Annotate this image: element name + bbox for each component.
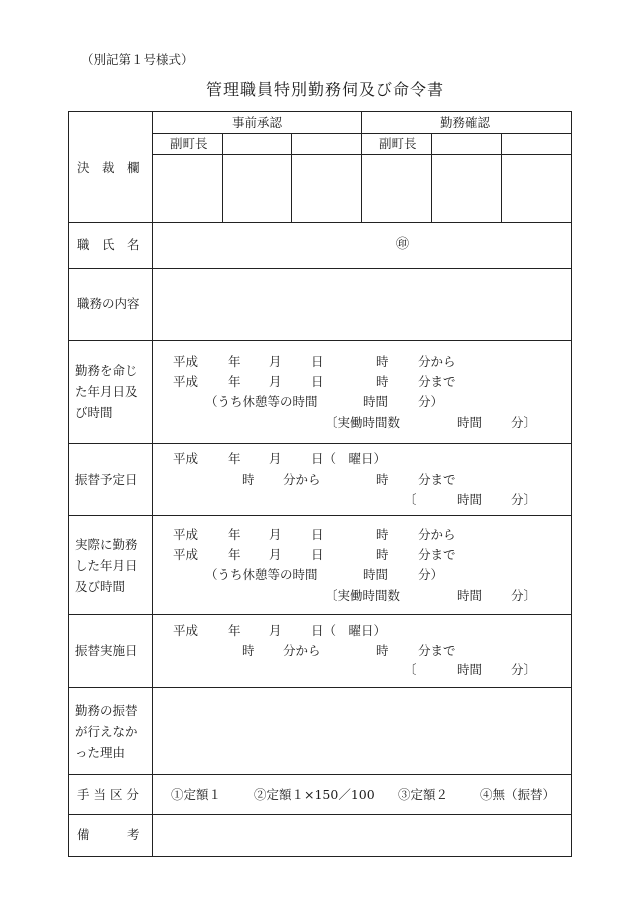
prior-approval-seal-cell-1[interactable] (153, 155, 221, 222)
ordered-label-line-1: 勤務を命じ (75, 363, 138, 378)
prior-approval-header: 事前承認 (232, 115, 283, 130)
form-note: （別記第１号様式） (81, 52, 194, 67)
ordered-break-hour: 時間 (363, 394, 389, 409)
table-border-bottom (68, 856, 572, 857)
transfer-plan-end-hour: 時 (376, 472, 389, 487)
transfer-plan-day: 日（ 曜日） (311, 451, 387, 466)
actual-end-era: 平成 (173, 547, 199, 562)
confirm-seal-cell-3[interactable] (502, 155, 570, 222)
confirm-seal-cell-2[interactable] (432, 155, 500, 222)
transfer-done-until: 分まで (418, 643, 456, 658)
table-border-top (68, 111, 572, 112)
ordered-break-min: 分） (418, 394, 444, 409)
transfer-plan-total-hour: 時間 (457, 492, 483, 507)
actual-end-month: 月 (269, 547, 282, 562)
form-title: 管理職員特別勤務伺及び命令書 (206, 80, 445, 99)
transfer-done-bracket: 〔 (404, 662, 417, 677)
transfer-plan-total-min: 分〕 (511, 492, 537, 507)
transfer-done-total-hour: 時間 (457, 662, 483, 677)
remarks-label: 備 考 (77, 827, 140, 842)
actual-start-hour: 時 (376, 527, 389, 542)
ordered-break-label: （うち休憩等の時間 (205, 394, 318, 409)
allowance-option-2[interactable]: ②定額１×150／100 (254, 787, 375, 802)
ordered-end-day: 日 (311, 374, 324, 389)
transfer-plan-era: 平成 (173, 451, 199, 466)
ordered-actual-hour: 時間 (457, 415, 483, 430)
ordered-start-hour: 時 (376, 354, 389, 369)
actual-start-month: 月 (269, 527, 282, 542)
actual-start-from: 分から (418, 527, 456, 542)
actual-end-day: 日 (311, 547, 324, 562)
ordered-end-hour: 時 (376, 374, 389, 389)
ordered-label-line-2: た年月日及 (75, 384, 138, 399)
ordered-actual-min: 分〕 (511, 415, 537, 430)
seal-mark: ㊞ (396, 237, 410, 252)
duty-field[interactable] (153, 269, 570, 339)
actual-end-year: 年 (228, 547, 241, 562)
reason-field[interactable] (153, 688, 570, 773)
transfer-plan-year: 年 (228, 451, 241, 466)
transfer-done-era: 平成 (173, 623, 199, 638)
actual-worked-min: 分〕 (511, 588, 537, 603)
transfer-done-day: 日（ 曜日） (311, 623, 387, 638)
transfer-done-total-min: 分〕 (511, 662, 537, 677)
ordered-start-day: 日 (311, 354, 324, 369)
transfer-done-month: 月 (269, 623, 282, 638)
allowance-option-4[interactable]: ④無（振替） (480, 787, 556, 802)
ordered-actual-label: 〔実働時間数 (325, 415, 401, 430)
ordered-start-era: 平成 (173, 354, 199, 369)
ordered-end-month: 月 (269, 374, 282, 389)
transfer-done-end-hour: 時 (376, 643, 389, 658)
confirm-role-label: 副町長 (379, 136, 417, 151)
remarks-field[interactable] (153, 815, 570, 855)
transfer-done-year: 年 (228, 623, 241, 638)
transfer-done-from: 分から (283, 643, 321, 658)
transfer-plan-from: 分から (283, 472, 321, 487)
reason-label-line-1: 勤務の振替 (75, 703, 138, 718)
actual-label-line-1: 実際に勤務 (75, 537, 138, 552)
name-label: 職 氏 名 (77, 237, 140, 252)
prior-approval-seal-cell-3[interactable] (292, 155, 360, 222)
prior-approval-seal-cell-2[interactable] (223, 155, 290, 222)
actual-end-hour: 時 (376, 547, 389, 562)
transfer-plan-label: 振替予定日 (75, 472, 138, 487)
confirm-header: 勤務確認 (440, 115, 491, 130)
transfer-done-start-hour: 時 (242, 643, 255, 658)
ordered-end-year: 年 (228, 374, 241, 389)
approval-header-line (152, 133, 572, 134)
allowance-option-1[interactable]: ①定額１ (171, 787, 222, 802)
approval-label: 決 裁 欄 (77, 160, 140, 175)
actual-break-min: 分） (418, 567, 444, 582)
actual-start-era: 平成 (173, 527, 199, 542)
actual-label-line-2: した年月日 (75, 558, 138, 573)
actual-worked-label: 〔実働時間数 (325, 588, 401, 603)
actual-worked-hour: 時間 (457, 588, 483, 603)
ordered-end-era: 平成 (173, 374, 199, 389)
duty-label: 職務の内容 (77, 296, 140, 311)
actual-start-day: 日 (311, 527, 324, 542)
ordered-start-year: 年 (228, 354, 241, 369)
actual-break-hour: 時間 (363, 567, 389, 582)
ordered-start-month: 月 (269, 354, 282, 369)
ordered-end-until: 分まで (418, 374, 456, 389)
transfer-plan-bracket: 〔 (404, 492, 417, 507)
name-field[interactable] (153, 223, 570, 267)
prior-role-label: 副町長 (170, 136, 208, 151)
reason-label-line-3: った理由 (75, 745, 126, 760)
confirm-seal-cell-1[interactable] (362, 155, 430, 222)
actual-start-year: 年 (228, 527, 241, 542)
actual-break-label: （うち休憩等の時間 (205, 567, 318, 582)
allowance-option-3[interactable]: ③定額２ (398, 787, 449, 802)
ordered-label-line-3: び時間 (75, 405, 113, 420)
reason-label-line-2: が行えなか (75, 724, 138, 739)
transfer-plan-start-hour: 時 (242, 472, 255, 487)
transfer-done-label: 振替実施日 (75, 643, 138, 658)
actual-end-until: 分まで (418, 547, 456, 562)
allowance-label: 手 当 区 分 (77, 787, 139, 802)
actual-label-line-3: 及び時間 (75, 579, 126, 594)
ordered-start-from: 分から (418, 354, 456, 369)
transfer-plan-month: 月 (269, 451, 282, 466)
row-line-8 (68, 774, 572, 775)
transfer-plan-until: 分まで (418, 472, 456, 487)
